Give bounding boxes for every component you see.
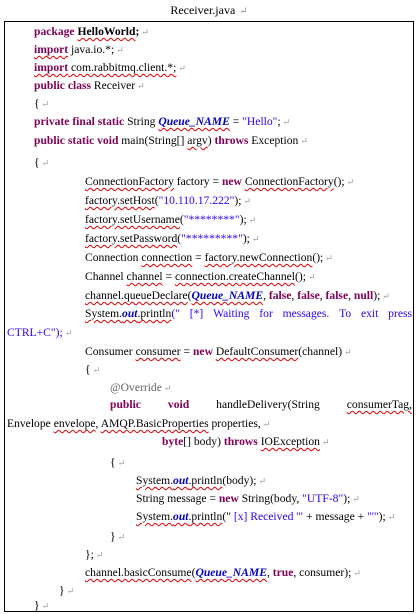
code-line-class-decl: public class Receiver ↵ [34, 79, 145, 92]
code-line-println-received: System.out.println(" [x] Received '" + message + "'"); ↵ [136, 510, 396, 523]
code-line-string-message: String message = new String(body, "UTF-8"); ↵ [136, 492, 360, 505]
code-line-open-method-brace: { ↵ [110, 456, 126, 469]
code-line-println-waiting: System.out.println(" [*] Waiting for messages. To exit press [85, 307, 412, 320]
code-line-println-body: System.out.println(body); ↵ [136, 474, 267, 487]
document-title: Receiver.java ↵ [170, 3, 248, 17]
code-line-open-consumer-brace: { ↵ [85, 363, 101, 376]
code-line-handle-delivery-body: byte[] body) throws IOException ↵ [162, 435, 330, 448]
code-line-package: package HelloWorld; ↵ [34, 25, 149, 38]
code-line-override: @Override ↵ [110, 381, 172, 394]
code-line-consumer: Consumer consumer = new DefaultConsumer(channel) ↵ [85, 345, 352, 358]
code-line-close-main-brace: } ↵ [59, 584, 75, 597]
code-line-open-main-brace: { ↵ [34, 156, 50, 169]
code-line-close-class-brace: } ↵ [34, 599, 50, 612]
code-line-import-rabbitmq: import com.rabbitmq.client.*; ↵ [34, 61, 186, 74]
code-line-handle-delivery: public void handleDelivery(String consumerTag, [110, 398, 412, 411]
code-line-import-io: import java.io.*; ↵ [34, 43, 124, 56]
code-line-basic-consume: channel.basicConsume(Queue_NAME, true, consumer); ↵ [85, 566, 361, 579]
code-line-set-password: factory.setPassword("*********"); ↵ [85, 232, 260, 245]
code-line-set-host: factory.setHost("10.110.17.222"); ↵ [85, 194, 251, 207]
code-line-queue-declare: channel.queueDeclare(Queue_NAME, false, false, false, null); ↵ [85, 289, 390, 302]
code-line-create-channel: Channel channel = connection.createChannel(); ↵ [85, 270, 316, 283]
code-line-println-continued: CTRL+C"); ↵ [7, 326, 73, 339]
code-line-set-username: factory.setUsername("********"); ↵ [85, 213, 257, 226]
code-line-queue-name-field: private final static String Queue_NAME = "Hello"; ↵ [34, 115, 291, 128]
code-line-handle-delivery-params: Envelope envelope, AMQP.BasicProperties properties, ↵ [7, 417, 271, 430]
code-line-close-consumer: }; ↵ [85, 548, 104, 561]
code-line-open-class-brace: { ↵ [34, 97, 50, 110]
code-line-main-method: public static void main(String[] argv) throws Exception ↵ [34, 134, 308, 147]
code-line-close-method-brace: } ↵ [110, 530, 126, 543]
code-line-connection-factory: ConnectionFactory factory = new ConnectionFactory(); ↵ [85, 175, 355, 188]
code-line-new-connection: Connection connection = factory.newConnection(); ↵ [85, 251, 333, 264]
